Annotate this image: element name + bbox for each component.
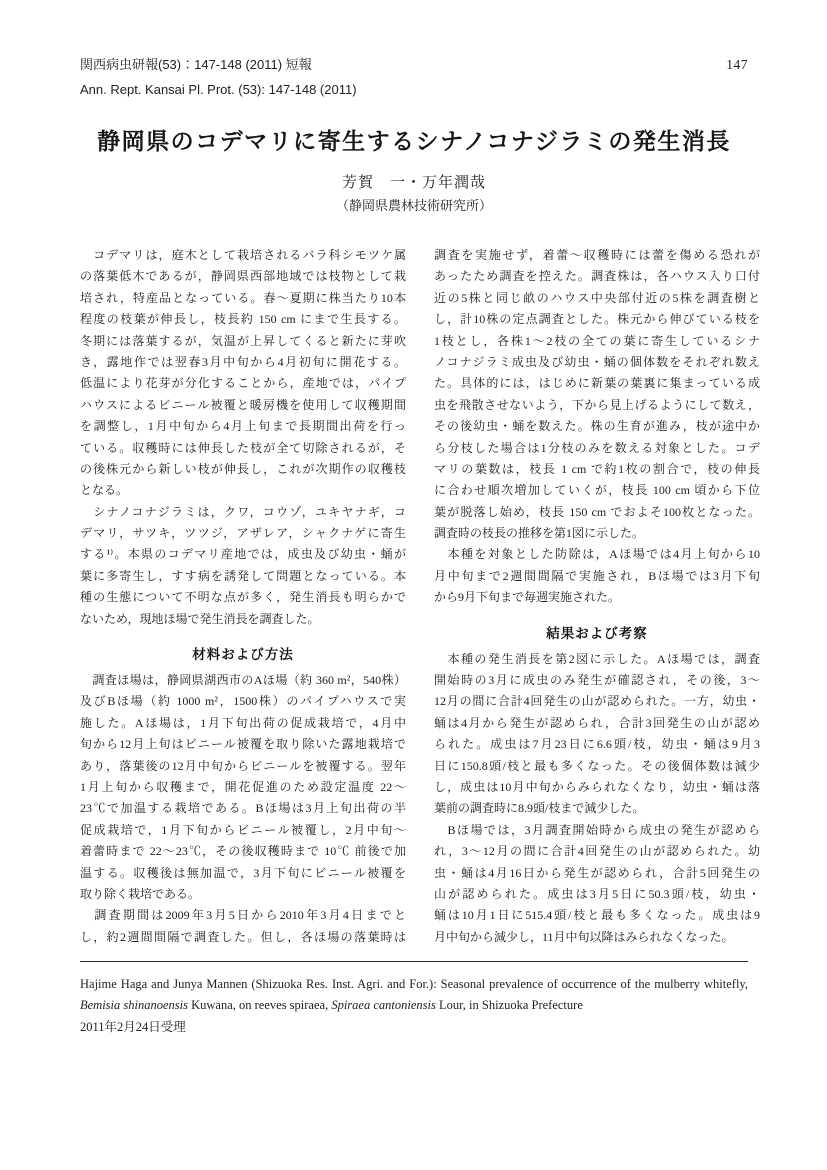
- journal-citation-en: Ann. Rept. Kansai Pl. Prot. (53): 147-148 (2011): [80, 82, 357, 97]
- text-line: 取り除く栽培である。: [80, 886, 201, 901]
- text-line: の落葉低木であるが，静岡県西部地域では枝物として栽: [80, 269, 406, 284]
- citation-text: Lour, in Shizuoka Prefecture: [435, 998, 583, 1012]
- citation-text: Kuwana, on reeves spiraea,: [187, 998, 332, 1012]
- text-line: 23℃で加温する栽培である。Bほ場は3月上旬出荷の半: [80, 801, 406, 816]
- text-line: 虫を飛散させないよう，下から見上げるようにして数え，: [434, 397, 760, 412]
- text-line: 種の生態について不明な点が多く，発生消長も明らかで: [80, 590, 406, 605]
- text-line: あり，落葉後の12月中旬からビニールを被覆する。翌年: [80, 758, 406, 773]
- text-line: ノコナジラミ成虫及び幼虫・蛹の個体数をそれぞれ数え: [434, 354, 760, 369]
- text-line: 調査期間は2009年3月5日から2010年3月4日までと: [80, 908, 406, 923]
- text-line: ている。収穫時には伸長した枝が全て切除されるが，そ: [80, 440, 406, 455]
- species-name-italic: Spiraea cantoniensis: [331, 998, 436, 1012]
- text-line: 程度の枝葉が伸長し，枝長約 150 cm にまで生長する。: [80, 312, 406, 327]
- left-column: [80, 245, 406, 948]
- text-line: 蛹は10月1日に515.4頭/枝と最も多くなった。成虫は9: [434, 908, 760, 923]
- text-line: た。具体的には，はじめに新葉の葉裏に集まっている成: [434, 376, 760, 391]
- page-header: [80, 55, 748, 100]
- text-line: 冬期には落葉するが，気温が上昇してくると新たに芽吹: [80, 333, 406, 348]
- text-line: 低温により花芽が分化することから，産地では，パイプ: [80, 376, 406, 391]
- text-line: 促成栽培で，1月下旬からビニール被覆し，2月中旬～: [80, 822, 406, 837]
- text-line: マリの葉数は，枝長 1 cm で約1枚の割合で，枝の伸長: [434, 461, 760, 476]
- text-line: し，約2週間間隔で調査した。但し，各ほ場の落葉時は: [80, 929, 406, 944]
- species-name-italic: Bemisia shinanoensis: [80, 998, 188, 1012]
- text-line: 月中旬まで2週間間隔で実施され，Bほ場では3月下旬: [434, 568, 760, 583]
- text-line: し，計10株の定点調査とした。株元から伸びている枝を: [434, 312, 760, 327]
- text-line: 葉前の調査時に8.9頭/枝まで減少した。: [434, 801, 645, 816]
- text-line: に合わせ順次増加していくが，枝長 100 cm 頃から下位: [434, 483, 760, 498]
- text-line: し，成虫は10月中旬からみられなくなり，幼虫・蛹は落: [434, 779, 760, 794]
- paper-title: 静岡県のコデマリに寄生するシナノコナジラミの発生消長: [97, 129, 731, 154]
- body-columns: [80, 245, 760, 948]
- text-line: 施した。Aほ場は，1月下旬出荷の促成栽培で，4月中: [80, 715, 406, 730]
- citation-text: Hajime Haga and Junya Mannen (Shizuoka Res. Inst. Agri. and For.): Seasonal prevalence of occurrence of the mulberry whitefly,: [80, 977, 748, 991]
- text-line: 調査ほ場は，静岡県湖西市のAほ場（約 360 m²，540株）: [80, 673, 406, 688]
- text-line: 調査時の枝長の推移を第1図に示した。: [434, 526, 645, 541]
- text-line: デマリ，サツキ，ツツジ，アザレア，シャクナゲに寄生: [80, 526, 406, 541]
- text-line: 本種の発生消長を第2図に示した。Aほ場では，調査: [434, 651, 760, 666]
- text-line: 近の5株と同じ畝のハウス中央部付近の5株を調査樹と: [434, 290, 760, 305]
- affiliation: （静岡県農林技術研究所）: [335, 198, 492, 213]
- text-line: 1月上旬から収穫まで，開花促進のため設定温度 22～: [80, 779, 406, 794]
- text-line: 開始時の3月に成虫のみ発生が確認され，その後，3～: [434, 673, 760, 688]
- footer-divider: [80, 961, 748, 962]
- text-line: 1枝とし，各株1～2枝の全ての葉に寄生しているシナ: [434, 333, 760, 348]
- text-line: 月中旬から減少し，11月中旬以降はみられなくなった。: [434, 929, 734, 944]
- text-line: 山が認められた。成虫は3月5日に50.3頭/枝，幼虫・: [434, 886, 760, 901]
- section-heading: 結果および考察: [546, 625, 648, 641]
- text-line: き，露地作では翌春3月中旬から4月初旬に開花する。: [80, 354, 406, 369]
- text-line: その後幼虫・蛹を数えた。株の生育が進み，枝が途中か: [434, 419, 760, 434]
- text-line: 日に150.8頭/枝と最も多くなった。その後個体数は減少: [434, 758, 760, 773]
- text-line: の後株元から新しい枝が伸長し，これが次期作の収穫枝: [80, 461, 406, 476]
- text-line: を調整し，1月中旬から4月上旬まで長期間出荷を行っ: [80, 419, 406, 434]
- text-line: ないため，現地ほ場で発生消長を調査した。: [80, 611, 320, 626]
- text-line: 及びBほ場（約 1000 m²，1500株）のパイプハウスで実: [80, 694, 406, 709]
- section-heading: 材料および方法: [192, 647, 294, 663]
- text-line: シナノコナジラミは，クワ，コウゾ，ユキヤナギ，コ: [80, 504, 406, 519]
- right-column: [434, 245, 760, 948]
- text-line: 蛹は4月から発生が認められ，合計3回発生の山が認め: [434, 715, 760, 730]
- text-line: する¹⁾。本県のコデマリ産地では，成虫及び幼虫・蛹が: [80, 547, 406, 562]
- text-line: 着蕾時まで 22～23℃，その後収穫時まで 10℃ 前後で加: [80, 844, 406, 859]
- authors: 芳賀 一・万年潤哉: [341, 175, 486, 191]
- text-line: Bほ場では，3月調査開始時から成虫の発生が認めら: [434, 822, 760, 837]
- text-line: 旬から12月上旬はビニール被覆を取り除いた露地栽培で: [80, 737, 406, 752]
- text-line: 虫・蛹は4月16日から発生が認められ，合計5回発生の: [434, 865, 760, 880]
- text-line: ハウスによるビニール被覆と暖房機を使用して収穫期間: [80, 397, 406, 412]
- text-line: られた。成虫は7月23日に6.6頭/枝，幼虫・蛹は9月3: [434, 737, 760, 752]
- text-line: れ，3～12月の間に合計4回発生の山が認められた。幼: [434, 844, 760, 859]
- text-line: あったため調査を控えた。調査株は，各ハウス入り口付: [434, 269, 760, 284]
- text-line: となる。: [80, 483, 129, 498]
- text-line: から9月下旬まで毎週実施された。: [434, 590, 621, 605]
- text-line: 葉が脱落し始め，枝長 150 cm でおよそ100枚となった。: [434, 504, 760, 519]
- text-line: ら分枝した場合は1分枝のみを数える対象とした。コデ: [434, 440, 760, 455]
- text-line: 本種を対象とした防除は，Aほ場では4月上旬から10: [434, 547, 760, 562]
- text-line: コデマリは，庭木として栽培されるバラ科シモツケ属: [80, 248, 406, 262]
- text-line: 培され，特産品となっている。春～夏期に株当たり10本: [80, 290, 406, 305]
- text-line: 12月の間に合計4回発生の山が認められた。一方，幼虫・: [434, 694, 760, 709]
- text-line: 温する。収穫後は無加温で，3月下旬にビニール被覆を: [80, 865, 406, 880]
- text-line: 葉に多寄生し，すす病を誘発して問題となっている。本: [80, 568, 406, 583]
- footnote-citation-en: [80, 974, 748, 1016]
- text-line: 調査を実施せず，着蕾～収穫時には蕾を傷める恐れが: [434, 248, 760, 262]
- journal-citation-jp: 関西病虫研報(53)：147-148 (2011) 短報: [80, 57, 312, 72]
- received-date: 2011年2月24日受理: [80, 1020, 186, 1034]
- page-number: 147: [726, 57, 748, 72]
